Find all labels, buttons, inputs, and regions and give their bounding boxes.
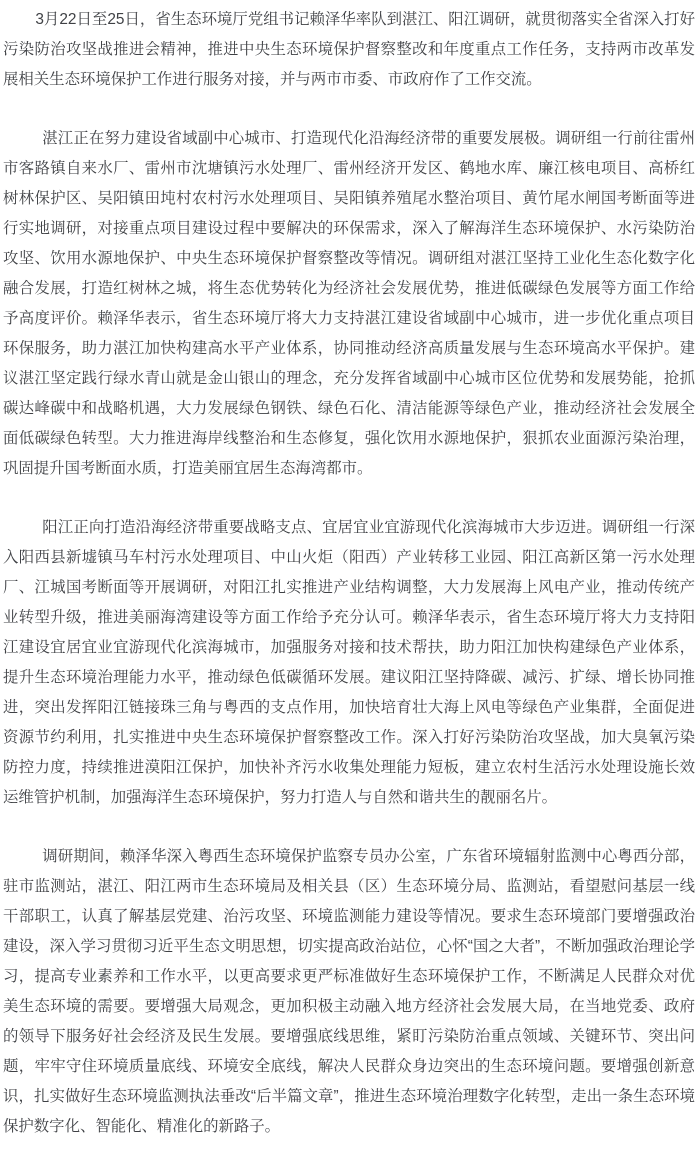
article-paragraph-intro: 3月22日至25日，省生态环境厅党组书记赖泽华率队到湛江、阳江调研，就贯彻落实全省深入打好污染防治攻坚战推进会精神，推进中央生态环境保护督察整改和年度重点工作任务，支持两市改革发展相关生态环境保护工作进行服务对接，并与两市市委、市政府作了工作交流。 xyxy=(3,11,695,88)
article-paragraph-inspection: 调研期间，赖泽华深入粤西生态环境保护监察专员办公室，广东省环境辐射监测中心粤西分部，驻市监测站，湛江、阳江两市生态环境局及相关县（区）生态环境分局、监测站，看望慰问基层一线干部职工，认真了解基层党建、治污攻坚、环境监测能力建设等情况。要求生态环境部门要增强政治建设，深入学习贯彻习近平生态文明思想，切实提高政治站位，心怀“国之大者”，不断加强政治理论学习，提高专业素养和工作水平，以更高要求更严标准做好生态环境保护工作，不断满足人民群众对优美生态环境的需要。要增强大局观念，更加积极主动融入地方经济社会发展大局，在当地党委、政府的领导下服务好社会经济及民生发展。要增强底线思维，紧盯污染防治重点领域、关键环节、突出问题，牢牢守住环境质量底线、环境安全底线，解决人民群众身边突出的生态环境问题。要增强创新意识，扎实做好生态环境监测执法垂改“后半篇文章”，推进生态环境治理数字化转型，走出一条生态环境保护数字化、智能化、精准化的新路子。 xyxy=(3,848,695,1135)
article-paragraph-yangjiang: 阳江正向打造沿海经济带重要战略支点、宜居宜业宜游现代化滨海城市大步迈进。调研组一行深入阳西县新墟镇马车村污水处理项目、中山火炬（阳西）产业转移工业园、阳江高新区第一污水处理厂、江城国考断面等开展调研，对阳江扎实推进产业结构调整，大力发展海上风电产业，推动传统产业转型升级，推进美丽海湾建设等方面工作给予充分认可。赖泽华表示，省生态环境厅将大力支持阳江建设宜居宜业宜游现代化滨海城市，加强服务对接和技术帮扶，助力阳江加快构建绿色产业体系，提升生态环境治理能力水平，推动绿色低碳循环发展。建议阳江坚持降碳、减污、扩绿、增长协同推进，突出发挥阳江链接珠三角与粤西的支点作用，加快培育壮大海上风电等绿色产业集群，全面促进资源节约利用，扎实推进中央生态环境保护督察整改工作。深入打好污染防治攻坚战，加大臭氧污染防控力度，持续推进漠阳江保护，加快补齐污水收集处理能力短板，建立农村生活污水处理设施长效运维管护机制，加强海洋生态环境保护，努力打造人与自然和谐共生的靓丽名片。 xyxy=(3,519,695,806)
article-paragraph-zhanjiang: 湛江正在努力建设省域副中心城市、打造现代化沿海经济带的重要发展极。调研组一行前往雷州市客路镇自来水厂、雷州市沈塘镇污水处理厂、雷州经济开发区、鹤地水库、廉江核电项目、高桥红树林保护区、吴阳镇田坉村农村污水处理项目、吴阳镇养殖尾水整治项目、黄竹尾水闸国考断面等进行实地调研，对接重点项目建设过程中要解决的环保需求，深入了解海洋生态环境保护、水污染防治攻坚、饮用水源地保护、中央生态环境保护督察整改等情况。调研组对湛江坚持工业化生态化数字化融合发展，打造红树林之城，将生态优势转化为经济社会发展优势，推进低碳绿色发展等方面工作给予高度评价。赖泽华表示，省生态环境厅将大力支持湛江建设省域副中心城市，进一步优化重点项目环保服务，助力湛江加快构建高水平产业体系，协同推动经济高质量发展与生态环境高水平保护。建议湛江坚定践行绿水青山就是金山银山的理念，充分发挥省域副中心城市区位优势和发展势能，抢抓碳达峰碳中和战略机遇，大力发展绿色钢铁、绿色石化、清洁能源等绿色产业，推动经济社会发展全面低碳绿色转型。大力推进海岸线整治和生态修复，强化饮用水源地保护，狠抓农业面源污染治理，巩固提升国考断面水质，打造美丽宜居生态海湾都市。 xyxy=(3,130,695,477)
